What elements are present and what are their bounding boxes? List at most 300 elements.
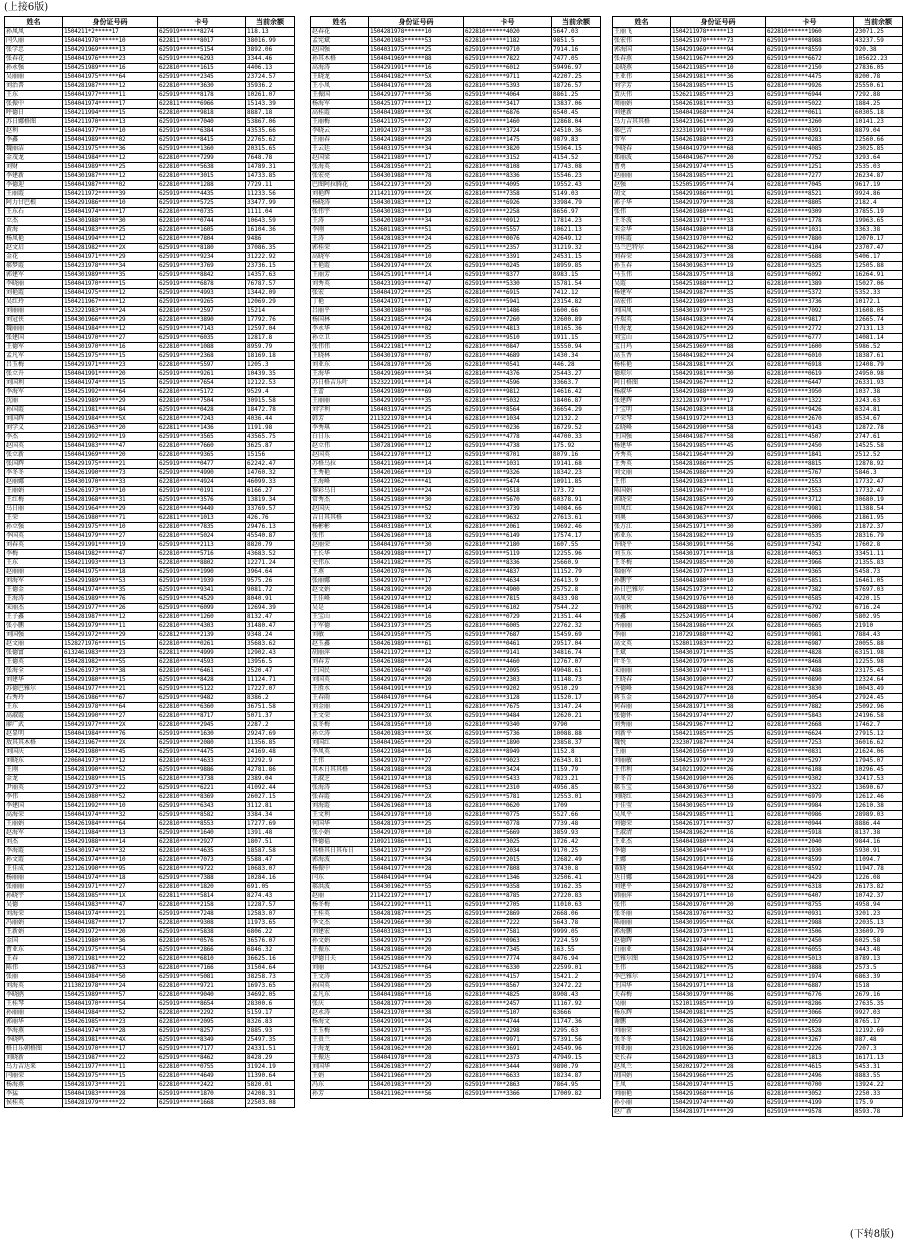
cell-id-number: 1504281985******1X [63,892,158,901]
cell-name: 王振国 [311,91,369,100]
cell-balance: 6540.45 [552,109,601,118]
cell-id-number: 1504191967******10 [671,487,766,496]
cell-id-number: 1504221993******16 [369,613,464,622]
cell-id-number: 1504291989******29 [63,397,158,406]
cell-id-number: 1504041982******47 [63,550,158,559]
cell-card-number: 625919******0143 [766,424,854,433]
table-row [5,109,295,118]
cell-id-number: 1504281985******29 [671,496,766,505]
cell-balance: 3293.64 [854,154,903,163]
cell-name: 孙立强 [5,523,63,532]
cell-card-number: 622810******1088 [158,343,246,352]
cell-card-number: 622810******8949 [464,748,552,757]
cell-card-number: 625919******7253 [766,739,854,748]
cell-id-number: 1504041984******12 [63,325,158,334]
table-row [613,505,903,514]
cell-balance: 21624.06 [854,748,903,757]
cell-balance: 2535.03 [854,163,903,172]
cell-balance: 2287.2 [246,721,295,730]
cell-balance: 1226.08 [854,874,903,883]
cell-id-number: 1504291986******29 [369,982,464,991]
table-row [613,613,903,622]
cell-balance: 63151.98 [854,649,903,658]
cell-card-number: 622810******3444 [464,1063,552,1072]
table-row [613,262,903,271]
cell-balance: 175.92 [552,442,601,451]
cell-balance: 6324.81 [854,406,903,415]
cell-balance: 5820.01 [246,1081,295,1090]
cell-id-number: 1504291985******11 [671,811,766,820]
table-row [613,865,903,874]
cell-balance: 15214 [246,307,295,316]
cell-name: 王丽 [613,748,671,757]
cell-name: 李建国 [5,802,63,811]
cell-balance: 31480.47 [246,622,295,631]
cell-id-number: 1504221970******12 [369,451,464,460]
cell-balance: 163.55 [552,946,601,955]
cell-id-number: 1504301989******35 [63,271,158,280]
cell-balance: 105622.23 [854,55,903,64]
cell-balance: 12324.64 [854,676,903,685]
cell-card-number: 622810******7675 [464,703,552,712]
cell-card-number: 622810******4593 [158,658,246,667]
table-row [5,244,295,253]
cell-card-number: 625919******3576 [158,496,246,505]
table-row [311,1045,601,1054]
table-row [613,802,903,811]
cell-name: 孙玉春 [613,262,671,271]
cell-name: 高海涛 [311,64,369,73]
cell-id-number: 1504281971******20 [369,1036,464,1045]
cell-card-number: 622810******8369 [158,793,246,802]
cell-id-number: 1523221991******14 [369,379,464,388]
cell-balance: 2520.47 [246,667,295,676]
cell-id-number: 1504291986******91 [671,190,766,199]
cell-balance: 3344.46 [246,55,295,64]
cell-id-number: 1504301978******07 [369,352,464,361]
cell-id-number: 1504211984******13 [63,829,158,838]
table-row [613,946,903,955]
cell-name: 许晓平 [613,541,671,550]
table-row [613,658,903,667]
table-row [311,649,601,658]
table-row [311,676,601,685]
cell-name: 金茂龙 [5,154,63,163]
table-row [613,334,903,343]
table-row [311,127,601,136]
cell-card-number: 622810******9040 [158,991,246,1000]
cell-card-number: 625919******8336 [464,559,552,568]
cell-card-number: 622810******0535 [766,532,854,541]
cell-id-number: 1504291971******27 [63,883,158,892]
table-row [311,829,601,838]
cell-balance: 25660.9 [552,559,601,568]
cell-card-number: 625919******0461 [464,640,552,649]
cell-card-number: 625919******7882 [766,703,854,712]
cell-balance: 38258.73 [246,973,295,982]
cell-name: 刘海霞 [311,802,369,811]
cell-balance: 32506.41 [552,874,601,883]
cell-id-number: 1504291978******32 [671,883,766,892]
cell-card-number: 622810******1605 [158,226,246,235]
cell-name: 郭丽华 [5,1018,63,1027]
cell-balance: 17945.07 [854,757,903,766]
cell-name: 刘春荣 [613,253,671,262]
cell-id-number: 1504041980******10 [671,577,766,586]
cell-card-number: 622810******6987 [766,640,854,649]
table-row [5,1045,295,1054]
table-row [5,856,295,865]
cell-balance: 7864.95 [552,1081,601,1090]
cell-name: 姜晓燕 [613,64,671,73]
cell-id-number: 1504041974******35 [63,586,158,595]
cell-card-number: 622810******4744 [464,1018,552,1027]
table-row [613,190,903,199]
table-row [613,703,903,712]
cell-card-number: 625919******7388 [158,874,246,883]
roster-column-2 [310,16,600,1099]
cell-balance: 14357.63 [246,271,295,280]
cell-balance: 23154.82 [552,298,601,307]
cell-card-number: 625919******6092 [766,271,854,280]
cell-id-number: 1504041965******29 [369,739,464,748]
table-row [5,802,295,811]
cell-name: 刘学义 [5,424,63,433]
cell-balance: 14789.31 [246,163,295,172]
table-row [311,109,601,118]
cell-balance: 12255.96 [552,550,601,559]
table-row [311,469,601,478]
table-row [613,127,903,136]
cell-card-number: 622810******5024 [158,532,246,541]
cell-id-number: 2321281979******17 [671,397,766,406]
cell-balance: 1807.51 [246,838,295,847]
cell-name: 金龙 [5,775,63,784]
header-id-number: 身份证号码 [671,17,766,28]
cell-balance: 1884.25 [854,100,903,109]
cell-balance: 60378.91 [552,496,601,505]
cell-card-number: 622810******3739 [464,505,552,514]
cell-card-number: 625919******6012 [464,64,552,73]
table-row [311,1018,601,1027]
cell-id-number: 1504281964******4X [671,865,766,874]
cell-id-number: 1504201989******34 [369,217,464,226]
cell-name: 郭亚东 [613,532,671,541]
cell-id-number: 1504211977******11 [63,1063,158,1072]
cell-balance: 8959.79 [246,343,295,352]
table-row [5,1081,295,1090]
cell-id-number: 1525241995******14 [671,613,766,622]
cell-card-number: 625919******9341 [158,586,246,595]
cell-balance: 9081.72 [246,586,295,595]
table-row [5,388,295,397]
cell-name: 杨海军 [311,100,369,109]
cell-card-number: 625919******4085 [766,145,854,154]
cell-name: 杨凤艳 [5,235,63,244]
cell-name: 格日乐朝格图 [5,1045,63,1054]
cell-card-number: 625919******5122 [158,685,246,694]
table-row [5,685,295,694]
cell-balance: 14760.32 [246,469,295,478]
cell-card-number: 625919******0428 [158,406,246,415]
cell-id-number: 1504211*2*****17 [63,28,158,37]
cell-name: 高晓军 [311,253,369,262]
cell-name: 杨建华 [613,442,671,451]
cell-id-number: 1504201980******41 [671,208,766,217]
table-row [311,685,601,694]
cell-balance: 12271.24 [246,559,295,568]
cell-id-number: 1504291980******45 [63,748,158,757]
cell-card-number: 622810******2670 [766,415,854,424]
cell-id-number: 1504251991******14 [369,271,464,280]
cell-id-number: 1504281983******24 [369,235,464,244]
cell-balance: 18169.18 [246,352,295,361]
table-row [5,1090,295,1099]
cell-balance: 9170.25 [552,847,601,856]
cell-card-number: 622810******4615 [766,1063,854,1072]
cell-card-number: 622810******4649 [158,1072,246,1081]
table-row [613,370,903,379]
cell-balance: 27836.05 [854,64,903,73]
cell-balance: 3859.93 [552,829,601,838]
cell-balance: 12612.46 [854,793,903,802]
cell-id-number: 1504211994******15 [63,109,158,118]
cell-id-number: 1504231979******3X [369,712,464,721]
cell-balance: 8887.18 [246,109,295,118]
cell-card-number: 622810******1260 [158,613,246,622]
table-row [5,874,295,883]
cell-name: 高海荣 [5,811,63,820]
cell-card-number: 622810******3888 [766,964,854,973]
cell-name: 王晓龙 [311,73,369,82]
table-row [5,991,295,1000]
table-row [311,433,601,442]
cell-id-number: 1504291972******29 [63,631,158,640]
table-row [613,757,903,766]
cell-id-number: 1504211969******14 [369,460,464,469]
table-row [5,901,295,910]
cell-name: 王新娟 [5,928,63,937]
cell-balance: 12132.2 [552,415,601,424]
cell-card-number: 625919******2034 [464,847,552,856]
cell-balance: 32600.89 [552,316,601,325]
cell-id-number: 1504281975******12 [671,955,766,964]
cell-name: 王亚杰 [613,838,671,847]
cell-balance: 11356.85 [246,739,295,748]
cell-card-number: 622810******3152 [464,154,552,163]
cell-balance: 10911.85 [552,478,601,487]
cell-name: 曹勇 [613,163,671,172]
cell-name: 李猛 [5,1090,63,1099]
table-row [311,136,601,145]
cell-balance: 16461.05 [854,577,903,586]
table-row [5,910,295,919]
table-row [5,568,295,577]
table-row [311,73,601,82]
cell-balance: 3112.81 [246,802,295,811]
cell-id-number: 1504201983******53 [369,37,464,46]
cell-balance: 5406.17 [854,253,903,262]
table-row [5,757,295,766]
cell-card-number: 622810******5670 [464,496,552,505]
cell-name: 张立新 [5,451,63,460]
table-row [5,712,295,721]
cell-name: 田凤红 [613,505,671,514]
table-row [613,775,903,784]
cell-balance: 5647.03 [552,28,601,37]
cell-name: 张鑫 [613,613,671,622]
cell-name: 郭海波 [311,856,369,865]
cell-balance: 49048.61 [552,667,601,676]
table-row [311,640,601,649]
table-row [5,271,295,280]
cell-id-number: 1504211985******25 [671,730,766,739]
cell-id-number: 1504251996******21 [369,424,464,433]
cell-id-number: 1526011983******51 [369,226,464,235]
cell-id-number: 1504211964******29 [671,451,766,460]
cell-card-number: 625919******5022 [766,100,854,109]
cell-name: 尹丽英 [5,784,63,793]
cell-card-number: 625919******9886 [158,766,246,775]
cell-name: 张海英 [311,163,369,172]
table-row [5,163,295,172]
cell-card-number: 622810******0700 [766,1081,854,1090]
cell-card-number: 625919******7092 [766,307,854,316]
cell-balance: 60305.18 [854,109,903,118]
cell-name: 袁冬梅 [311,721,369,730]
cell-id-number: 1504261960******18 [369,532,464,541]
cell-card-number: 622810******6005 [464,622,552,631]
cell-card-number: 625919******9484 [464,712,552,721]
cell-balance: 920.38 [854,46,903,55]
cell-balance: 17602.8 [854,541,903,550]
table-row [5,460,295,469]
cell-balance: 12902.43 [246,649,295,658]
cell-name: 杨海燕 [5,1081,63,1090]
cell-name: 陈伟 [5,964,63,973]
continuation-note-top: (上接6版) [4,2,49,13]
cell-card-number: 622810******2553 [766,487,854,496]
cell-id-number: 1504251979******29 [671,757,766,766]
cell-card-number: 622810******3267 [766,1036,854,1045]
cell-name: 王丽梅 [311,118,369,127]
cell-name: 赵丽娜 [5,478,63,487]
table-row [613,316,903,325]
cell-balance: 27613.61 [552,514,601,523]
cell-card-number: 622810******0261 [158,640,246,649]
table-row [613,955,903,964]
cell-name: 李海燕 [5,1027,63,1036]
cell-id-number: 1504291988******15 [671,604,766,613]
cell-card-number: 625919******8462 [158,1054,246,1063]
cell-balance: 1159.79 [552,766,601,775]
cell-card-number: 622810******9971 [464,1036,552,1045]
cell-card-number: 622810******1288 [158,181,246,190]
cell-name: 吉日其其格 [311,514,369,523]
cell-id-number: 1504291986******10 [63,199,158,208]
cell-name: 王佳峰 [311,595,369,604]
cell-name: 张春花 [5,55,63,64]
table-row [5,289,295,298]
table-row [613,1063,903,1072]
table-row [311,541,601,550]
table-row [311,37,601,46]
cell-name: 李海霞 [5,847,63,856]
cell-name: 高桂霞 [311,109,369,118]
cell-card-number: 622810******2422 [158,1081,246,1090]
cell-card-number: 625919******5309 [766,523,854,532]
cell-balance: 10043.49 [854,685,903,694]
cell-balance: 16973.65 [246,982,295,991]
cell-balance: 8789.13 [854,955,903,964]
cell-card-number: 622810******2597 [158,307,246,316]
table-row [311,550,601,559]
table-row [613,820,903,829]
cell-balance: 43565.75 [246,433,295,442]
table-row [5,199,295,208]
cell-name: 张万江 [613,523,671,532]
table-row [5,550,295,559]
cell-card-number: 625919******1841 [766,451,854,460]
cell-name: 沈丽 [5,397,63,406]
cell-name: 张伟 [613,901,671,910]
table-row [5,703,295,712]
table-row [613,649,903,658]
cell-name: 杨晓涛 [311,199,369,208]
cell-name: 乌力吉其其格 [613,118,671,127]
cell-balance: 8879.04 [854,127,903,136]
cell-balance: 15421.2 [552,973,601,982]
cell-balance: 7823.21 [552,775,601,784]
cell-balance: 9510.29 [552,685,601,694]
cell-card-number: 622811******2310 [464,784,552,793]
table-row [613,892,903,901]
cell-name: 黎彩乌日 [311,487,369,496]
cell-card-number: 622810******5297 [766,757,854,766]
cell-balance: 9844.16 [854,838,903,847]
cell-balance: 22765.62 [246,136,295,145]
table-row [311,1009,601,1018]
cell-id-number: 1504291975******21 [63,460,158,469]
cell-name: 齐德峰 [613,685,671,694]
table-row [613,523,903,532]
cell-balance: 12682.49 [552,856,601,865]
cell-name: 王东石 [5,208,63,217]
cell-card-number: 625919******3054 [766,694,854,703]
cell-card-number: 625919******8564 [464,406,552,415]
cell-card-number: 625919******2772 [766,325,854,334]
cell-id-number: 1504281988******28 [369,766,464,775]
cell-id-number: 1504041970******54 [63,1000,158,1009]
cell-card-number: 622810******7045 [766,181,854,190]
cell-name: 孟宪斌 [311,37,369,46]
cell-card-number: 622810******3391 [464,253,552,262]
cell-card-number: 622810******7752 [766,154,854,163]
cell-card-number: 625919******9261 [158,370,246,379]
cell-id-number: 1504291974******2X [369,262,464,271]
cell-card-number: 622810******3424 [464,766,552,775]
header-balance: 当前余额 [552,17,601,28]
cell-card-number: 625919******7581 [464,928,552,937]
cell-card-number: 622810******5918 [766,829,854,838]
table-row [5,1018,295,1027]
cell-id-number: 1504231970******38 [369,1009,464,1018]
cell-card-number: 622810******9721 [158,982,246,991]
table-row [5,766,295,775]
cell-card-number: 622810******8553 [158,820,246,829]
cell-balance: 33663.7 [552,379,601,388]
cell-id-number: 1504201978******76 [369,568,464,577]
